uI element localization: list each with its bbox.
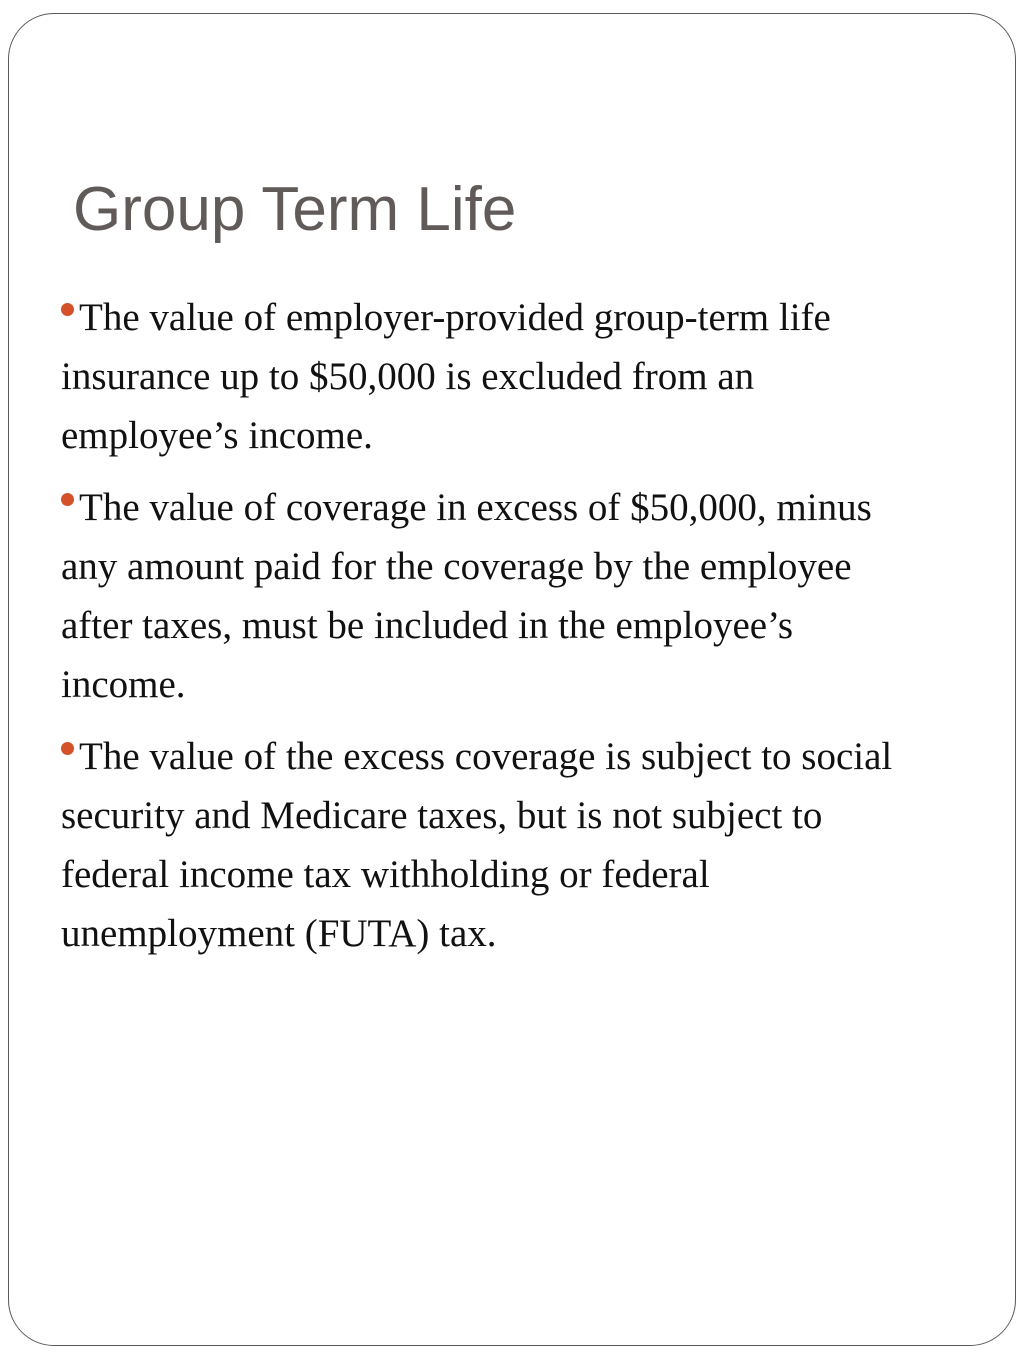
bullet-dot-icon: [61, 493, 74, 506]
bullet-text: The value of employer-provided group-term life insurance up to $50,000 is excluded from an employee’s income.: [61, 296, 831, 457]
bullet-text: The value of the excess coverage is subject to social security and Medicare taxes, but is not subject to federal income tax withholding or federal unemployment (FUTA) tax.: [61, 735, 893, 955]
bullet-list: [61, 288, 911, 976]
bullet-item: [61, 288, 911, 465]
bullet-item: [61, 478, 911, 714]
slide-title: Group Term Life: [73, 175, 517, 244]
bullet-item: [61, 727, 911, 963]
bullet-dot-icon: [61, 742, 74, 755]
bullet-text: The value of coverage in excess of $50,000, minus any amount paid for the coverage by the employee after taxes, must be included in the employee’s income.: [61, 486, 872, 706]
bullet-dot-icon: [61, 303, 74, 316]
slide-frame: [8, 13, 1016, 1346]
